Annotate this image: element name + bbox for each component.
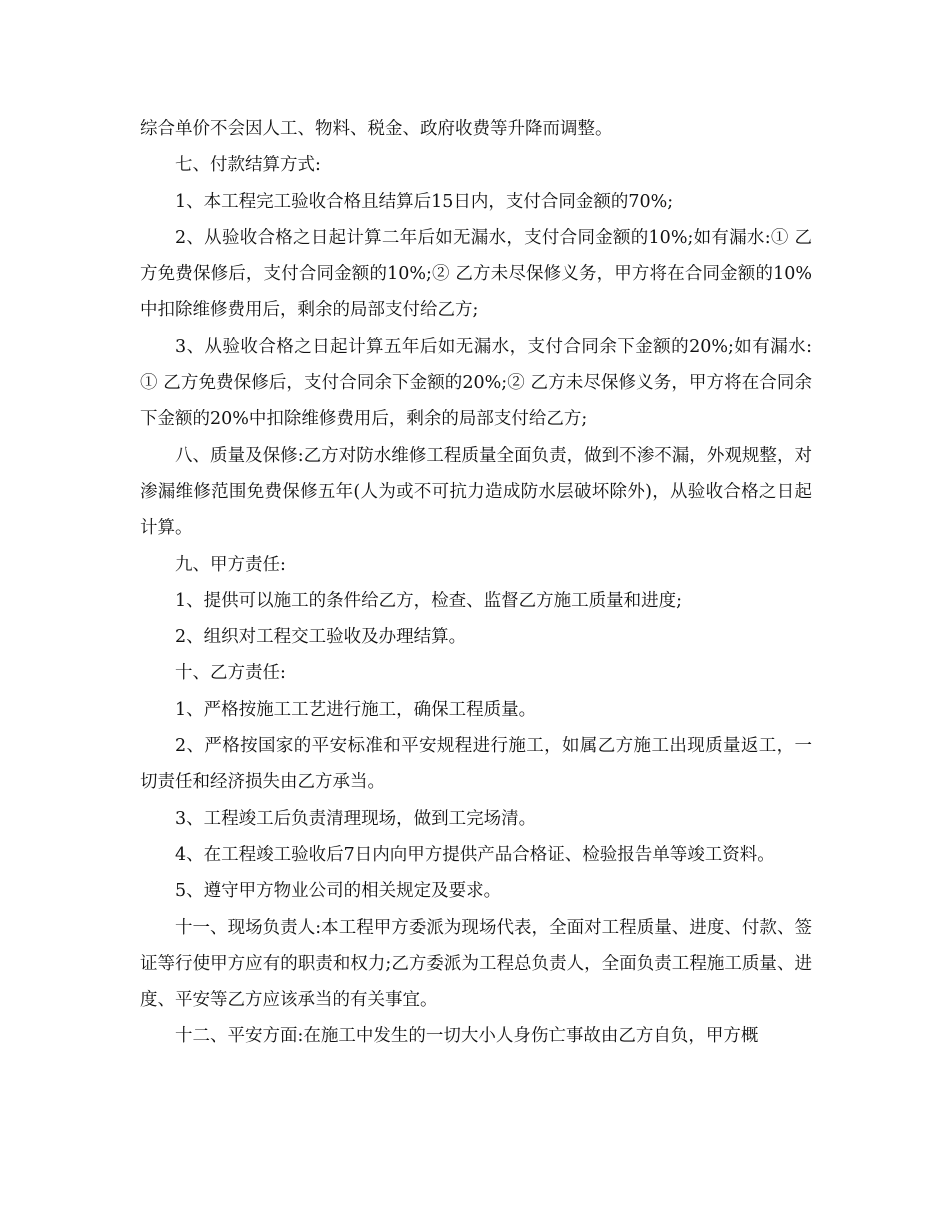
paragraph-payment-1: 1、本工程完工验收合格且结算后15日内，支付合同金额的70%; <box>175 191 674 212</box>
paragraph-party-b-4: 4、在工程竣工验收后7日内向甲方提供产品合格证、检验报告单等竣工资料。 <box>175 844 775 865</box>
section-quality-warranty: 八、质量及保修:乙方对防水维修工程质量全面负责，做到不渗不漏，外观规整，对渗漏维修范围免费保修五年(人为或不可抗力造成防水层破坏除外)，从验收合格之日起计算。 <box>140 445 812 539</box>
paragraph-party-b-1: 1、严格按施工工艺进行施工，确保工程质量。 <box>175 699 537 720</box>
document-body <box>140 111 812 1055</box>
section-safety: 十二、平安方面:在施工中发生的一切大小人身伤亡事故由乙方自负，甲方概 <box>175 1026 759 1047</box>
paragraph-payment-3: 3、从验收合格之日起计算五年后如无漏水，支付合同余下金额的20%;如有漏水:① 乙方免费保修后，支付合同余下金额的20%;② 乙方未尽保修义务，甲方将在合同余下金额的20%中扣除维修费用后，剩余的局部支付给乙方; <box>140 336 812 430</box>
paragraph-payment-2: 2、从验收合格之日起计算二年后如无漏水，支付合同金额的10%;如有漏水:① 乙方免费保修后，支付合同金额的10%;② 乙方未尽保修义务，甲方将在合同金额的10%中扣除维修费用后，剩余的局部支付给乙方; <box>140 227 812 321</box>
paragraph-party-b-2: 2、严格按国家的平安标准和平安规程进行施工，如属乙方施工出现质量返工，一切责任和经济损失由乙方承当。 <box>140 736 812 793</box>
section-heading-party-b: 十、乙方责任: <box>175 663 286 684</box>
section-heading-party-a: 九、甲方责任: <box>175 554 286 575</box>
paragraph-party-a-1: 1、提供可以施工的条件给乙方，检查、监督乙方施工质量和进度; <box>175 590 683 611</box>
section-site-manager: 十一、现场负责人:本工程甲方委派为现场代表，全面对工程质量、进度、付款、签证等行使甲方应有的职责和权力;乙方委派为工程总负责人，全面负责工程施工质量、进度、平安等乙方应该承当的有关事宜。 <box>140 917 812 1011</box>
paragraph-party-b-5: 5、遵守甲方物业公司的相关规定及要求。 <box>175 881 502 902</box>
section-heading-payment: 七、付款结算方式: <box>175 155 321 176</box>
paragraph-continuation: 综合单价不会因人工、物料、税金、政府收费等升降而调整。 <box>140 119 613 139</box>
paragraph-party-a-2: 2、组织对工程交工验收及办理结算。 <box>175 627 467 648</box>
paragraph-party-b-3: 3、工程竣工后负责清理现场，做到工完场清。 <box>175 808 537 829</box>
